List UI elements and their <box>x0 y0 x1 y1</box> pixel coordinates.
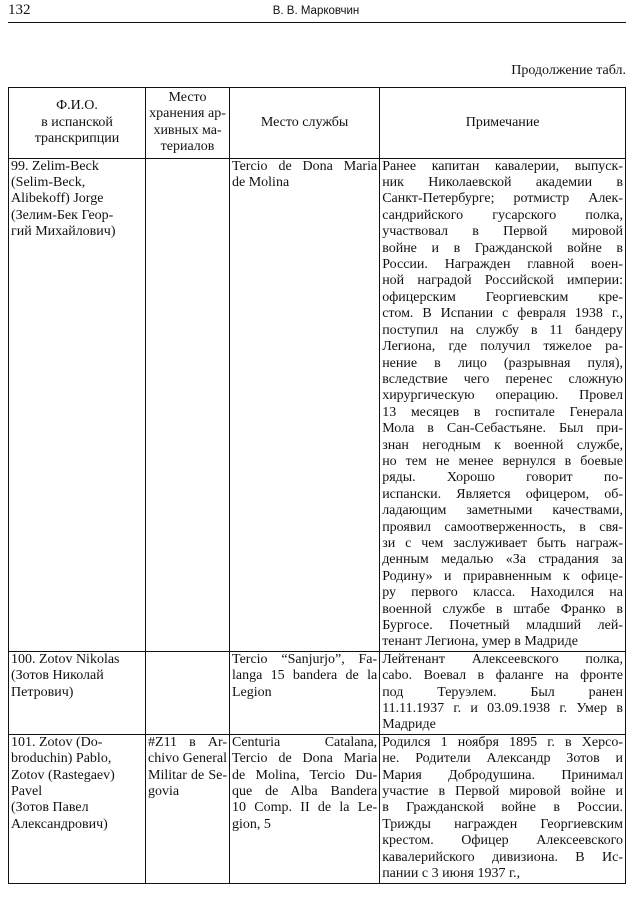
cell-line: под Теруэлем. Был ранен <box>382 684 623 700</box>
name-cell <box>9 734 146 883</box>
cell-line: ряды. Хорошо говорит по- <box>382 470 623 486</box>
cell-line: de Molina, Tercio Du- <box>232 767 378 783</box>
header-note <box>380 88 626 159</box>
cell-line: Ранее капитан кавалерии, выпуск- <box>382 158 623 174</box>
cell-line: Родился 1 ноября 1895 г. в Херсо- <box>382 734 623 750</box>
cell-line: (Selim-Beck, <box>11 175 86 191</box>
cell-line: Бургосе. Почетный младший лей- <box>382 618 623 633</box>
cell-line: Трижды награжден Георгиевским <box>382 816 623 832</box>
cell-line: поступил на службу в 11 бандеру <box>382 322 623 338</box>
header-archive <box>146 88 230 159</box>
personnel-table <box>8 87 626 884</box>
cell-line: Militar de Se- <box>148 767 227 783</box>
cell-line: cabo. Воевал в фаланге на фронте <box>382 668 623 684</box>
cell-line: крестом. Офицер Алексеевского <box>382 833 623 849</box>
cell-line: Alibekoff) Jorge <box>11 191 104 207</box>
service-cell <box>230 734 380 883</box>
note-cell <box>380 651 626 734</box>
cell-line: тенант Легиона, умер в Мадриде <box>382 634 579 650</box>
cell-line: войне и в Гражданской войне в <box>382 240 623 256</box>
cell-line: но тем не менее вернулся в боевые <box>382 453 623 469</box>
cell-line: gion, 5 <box>232 816 271 832</box>
cell-line: (Зелим-Бек Геор- <box>11 207 114 223</box>
cell-line: военной службе в штабе Франко в <box>382 601 623 617</box>
table-caption: Продолжение табл. <box>511 63 626 78</box>
cell-line: 13 месяцев в госпитале Генерала <box>382 404 623 420</box>
cell-line: хирургическую операцию. Провел <box>382 388 623 404</box>
cell-line: ру первого класса. Находился на <box>382 585 623 601</box>
cell-line: Tercio de Dona Maria <box>232 158 378 174</box>
header-rule <box>8 22 626 23</box>
cell-line: ладающим заметными качествами, <box>382 503 623 519</box>
cell-line: Legion <box>232 684 272 700</box>
cell-line: Мадриде <box>382 717 436 733</box>
archive-cell <box>146 734 230 883</box>
cell-line: в Гражданской войне в России. <box>382 800 623 816</box>
service-cell <box>230 651 380 734</box>
table-row <box>9 651 626 734</box>
cell-line: Tercio de Dona Maria <box>232 751 378 767</box>
cell-line: зи с чем заслуживает быть награж- <box>382 535 623 551</box>
cell-line: Легиона, где получил тяжелое ра- <box>382 339 623 355</box>
cell-line: 11.11.1937 г. и 03.09.1938 г. Умер в <box>382 701 623 717</box>
cell-line: Александрович) <box>11 816 108 832</box>
cell-line: Centuria Catalana, <box>232 734 378 750</box>
cell-line: испански. Является офицером, об- <box>382 486 623 502</box>
table-body <box>9 158 626 883</box>
name-cell <box>9 158 146 651</box>
cell-line: вследствие чего перенес сложную <box>382 371 623 387</box>
cell-line: chivo General <box>148 751 227 767</box>
cell-line: проявил самоотверженность, в свя- <box>382 519 623 535</box>
cell-line: Мария Добродушина. Принимал <box>382 767 623 783</box>
header-line: териалов <box>160 139 215 155</box>
header-line: в испанской <box>41 114 113 130</box>
cell-line: нение в лицо (разрывная пуля), <box>382 355 623 371</box>
cell-line: (Зотов Николай <box>11 668 104 684</box>
cell-line: гий Михайлович) <box>11 224 116 240</box>
table-row <box>9 158 626 651</box>
cell-line: России. Награжден главной воен- <box>382 257 623 273</box>
cell-line: денным медалью «За страдания за <box>382 552 623 568</box>
header-line: Место <box>168 90 207 105</box>
cell-line: сандрийского гусарского полка, <box>382 207 623 223</box>
cell-line: Мола в Сан-Себастьяне. Был при- <box>382 421 623 437</box>
running-header-author: В. В. Марковчин <box>272 5 360 17</box>
cell-line: 100. Zotov Nikolas <box>11 651 120 667</box>
cell-line: langa 15 bandera de la <box>232 668 378 684</box>
header-line: хранения ар- <box>149 106 226 122</box>
cell-line: Лейтенант Алексеевского полка, <box>382 651 623 667</box>
cell-line: ной наградой Российской империи: <box>382 273 623 289</box>
cell-line: Zotov (Rastegaev) <box>11 767 115 783</box>
cell-line: que de Alba Bandera <box>232 784 378 800</box>
note-cell <box>380 158 626 651</box>
cell-line: 10 Comp. II de la Le- <box>232 800 378 816</box>
service-cell <box>230 158 380 651</box>
cell-line: govia <box>148 784 180 800</box>
cell-line: (Зотов Павел <box>11 800 89 816</box>
cell-line: 99. Zelim-Beck <box>11 158 99 174</box>
header-line: Место службы <box>260 114 349 130</box>
cell-line: пании с 3 июня 1937 г., <box>382 866 521 882</box>
cell-line: Pavel <box>11 784 43 800</box>
header-line: хивных ма- <box>153 122 222 138</box>
header-line: транскрипции <box>34 131 120 147</box>
cell-line: Санкт-Петербурге; ротмистр Алек- <box>382 191 623 207</box>
header-line: Примечание <box>465 114 540 130</box>
cell-line: ник Николаевской академии в <box>382 175 623 191</box>
cell-line: не. Родители Александр Зотов и <box>382 751 623 767</box>
cell-line: de Molina <box>232 175 290 191</box>
cell-line: Петрович) <box>11 684 74 700</box>
cell-line: стом. В Испании с февраля 1938 г., <box>382 306 623 322</box>
header-line: Ф.И.О. <box>56 98 98 114</box>
table-header-row <box>9 88 626 159</box>
cell-line: Родину» и приравненным к офице- <box>382 568 623 584</box>
archive-cell <box>146 158 230 651</box>
archive-cell <box>146 651 230 734</box>
header-name <box>9 88 146 159</box>
cell-line: кавалерийского дивизиона. В Ис- <box>382 849 623 865</box>
cell-line: Tercio “Sanjurjo”, Fa- <box>232 651 378 667</box>
cell-line: #Z11 в Ar- <box>148 734 227 750</box>
cell-line: участвовал в Первой мировой <box>382 224 623 240</box>
cell-line: знан негодным к военной службе, <box>382 437 623 453</box>
table-row <box>9 734 626 883</box>
cell-line: участие в Первой мировой войне и <box>382 784 623 800</box>
header-service <box>230 88 380 159</box>
cell-line: 101. Zotov (Do- <box>11 734 103 750</box>
page-number: 132 <box>8 2 31 18</box>
note-cell <box>380 734 626 883</box>
cell-line: broduchin) Pablo, <box>11 751 112 767</box>
name-cell <box>9 651 146 734</box>
cell-line: офицерским Георгиевским кре- <box>382 289 623 305</box>
